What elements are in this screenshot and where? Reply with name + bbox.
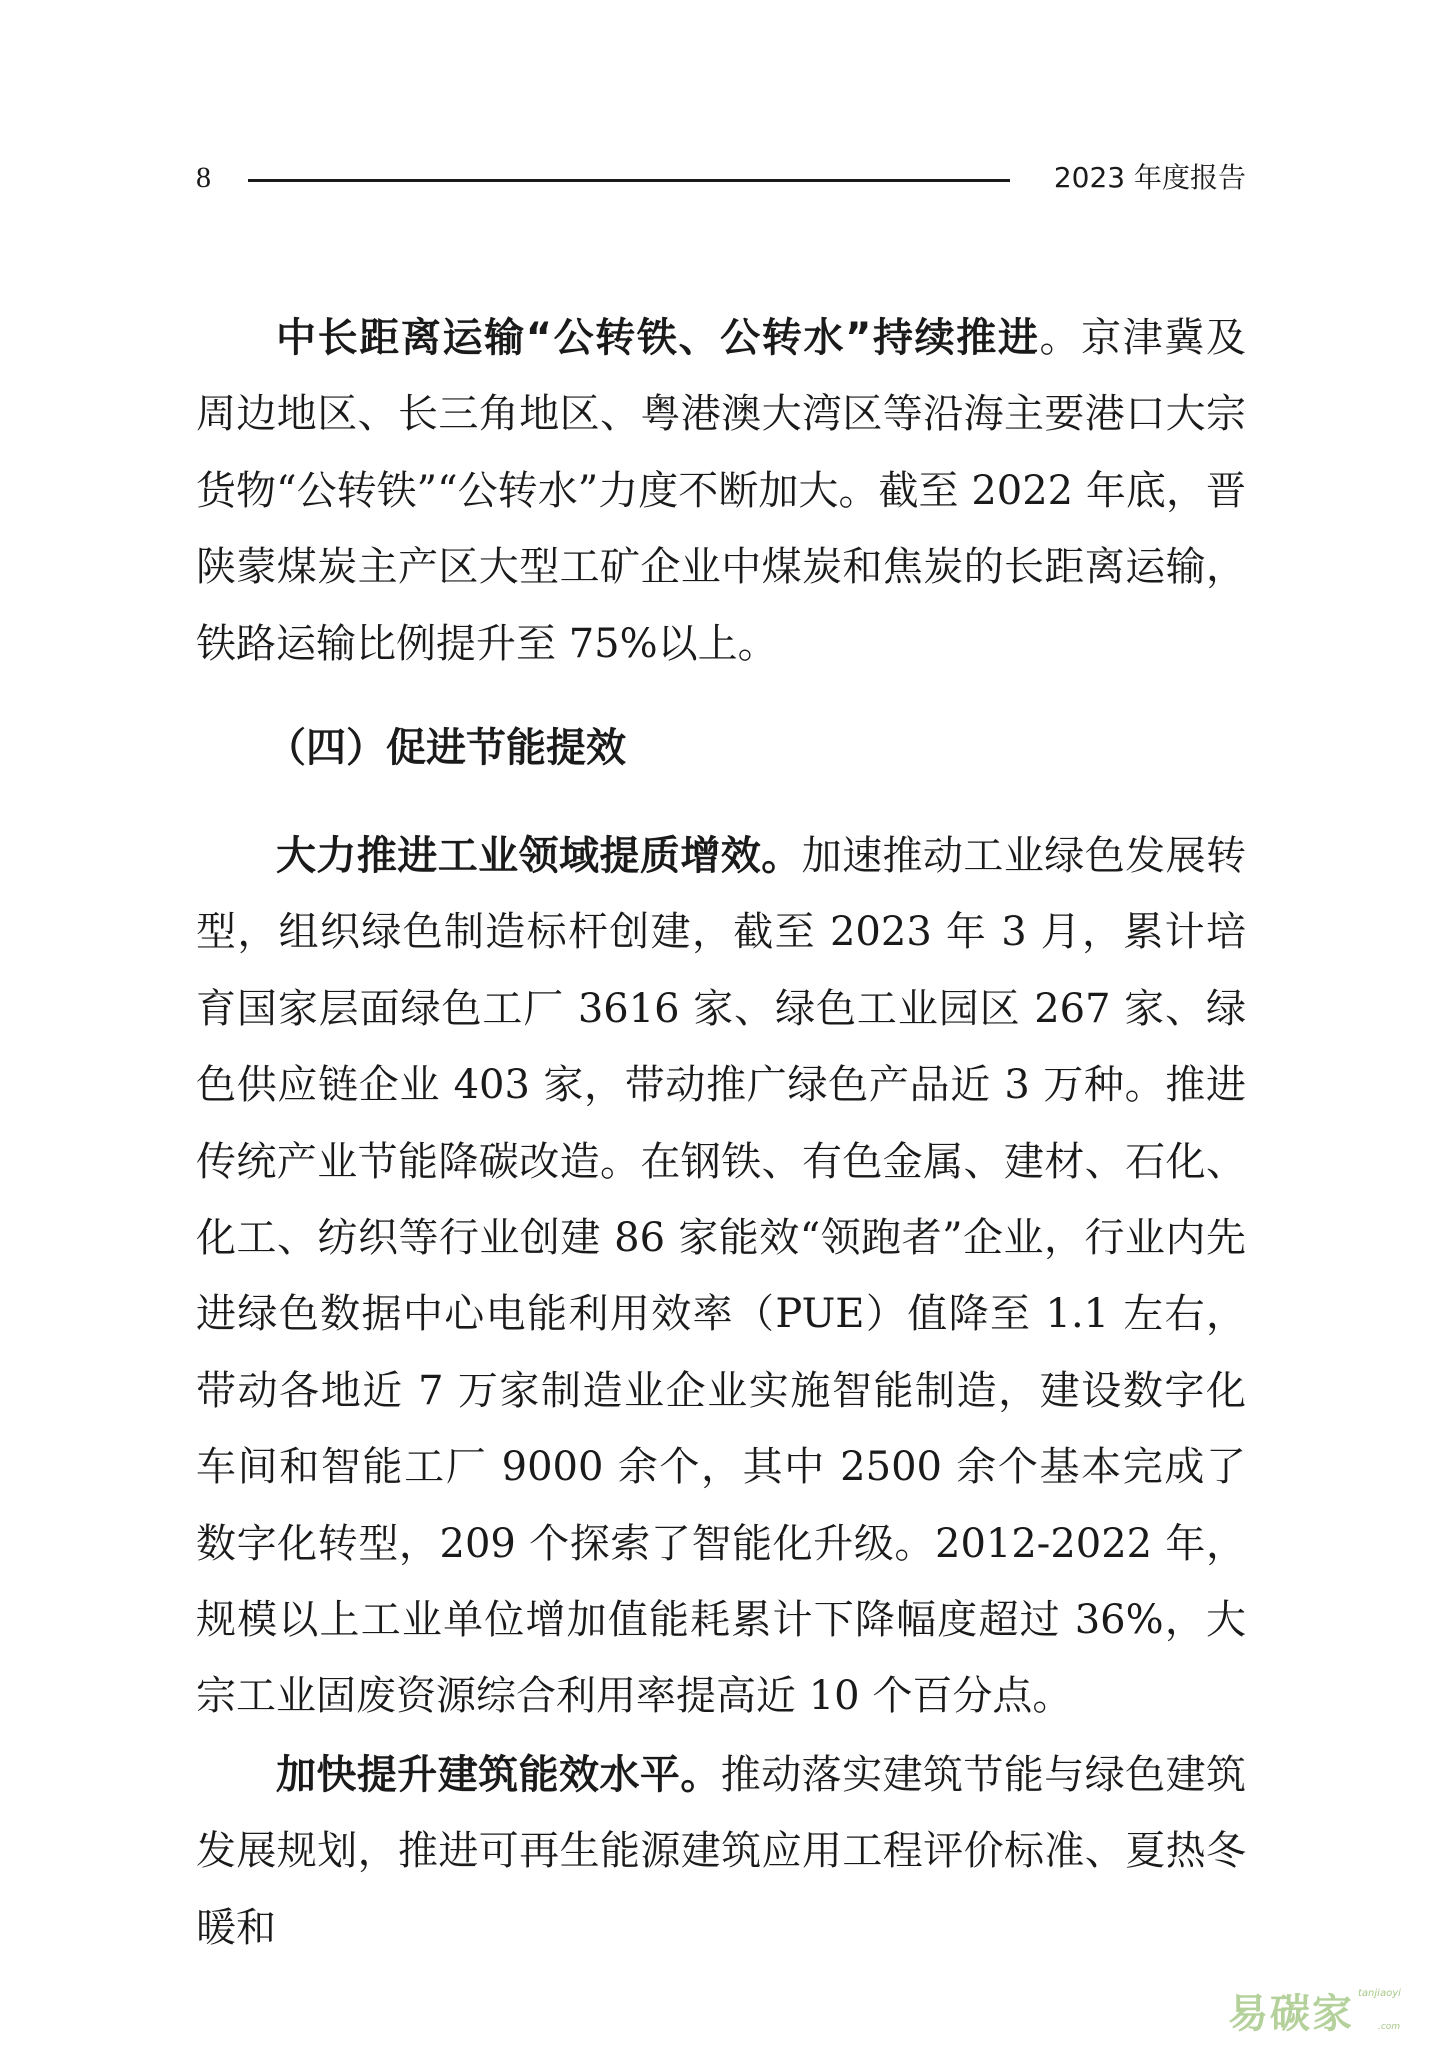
section-energy-efficiency	[196, 818, 1246, 1966]
paragraph-lead: 大力推进工业领域提质增效。	[276, 833, 802, 879]
paragraph-buildings	[196, 1737, 1246, 1966]
paragraph-body: 推动落实建筑节能与绿色建筑发展规划，推进可再生能源建筑应用工程评价标准、夏热冬暖和	[196, 1751, 1247, 1951]
paragraph-lead: 加快提升建筑能效水平。	[276, 1751, 721, 1798]
watermark-logo	[1228, 1982, 1438, 2042]
paragraph-industry	[196, 818, 1246, 1735]
watermark-domain: .com	[1378, 2022, 1401, 2032]
paragraph-body: 加速推动工业绿色发展转型，组织绿色制造标杆创建，截至 2023 年 3 月，累计培育国家层面绿色工厂 3616 家、绿色工业园区 267 家、绿色供应链企业 403 家，带动推广绿色产品近 3 万种。推进传统产业节能降碳改造。在钢铁、有色金属、建材、石化、化工、纺织等行业创建 86 家能效“领跑者”企业，行业内先进绿色数据中心电能利用效率（PUE）值降至 1.1 左右，带动各地近 7 万家制造业企业实施智能制造，建设数字化车间和智能工厂 9000 余个，其中 2500 余个基本完成了数字化转型，209 个探索了智能化升级。2012-2022 年，规模以上工业单位增加值能耗累计下降幅度超过 36%，大宗工业固废资源综合利用率提高近 10 个百分点。	[196, 833, 1247, 1720]
section-heading: （四）促进节能提效	[266, 725, 626, 771]
report-title: 2023 年度报告	[1053, 161, 1246, 194]
paragraph-lead: 中长距离运输“公转铁、公转水”持续推进	[276, 315, 1040, 361]
page-header	[196, 160, 1246, 200]
watermark-text: 易碳家	[1228, 1991, 1354, 2037]
section-transport	[196, 300, 1246, 682]
header-rule	[248, 179, 1010, 182]
paragraph-transport	[196, 300, 1246, 682]
paragraph-body: 。京津冀及周边地区、长三角地区、粤港澳大湾区等沿海主要港口大宗货物“公转铁”“公转水”力度不断加大。截至 2022 年底，晋陕蒙煤炭主产区大型工矿企业中煤炭和焦炭的长距离运输，铁路运输比例提升至 75%以上。	[196, 315, 1247, 667]
page-number: 8	[196, 161, 211, 194]
watermark-sub: tanjiaoyi	[1358, 1988, 1401, 1999]
